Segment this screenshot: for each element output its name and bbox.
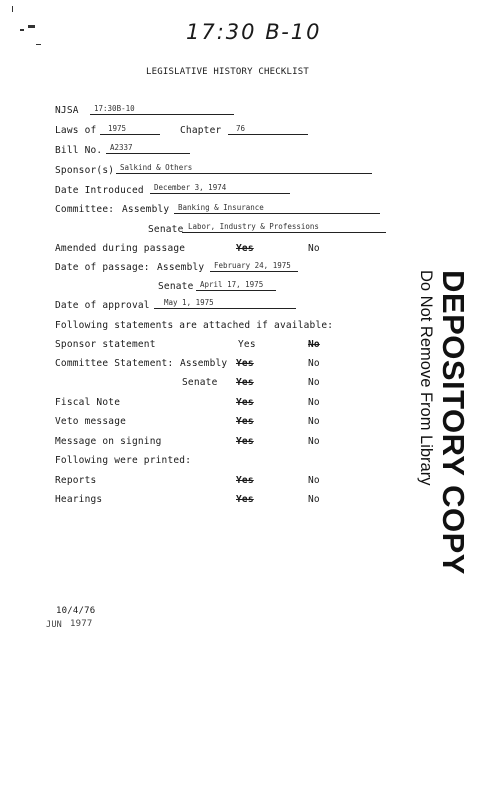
scan-mark (36, 44, 41, 45)
date-of-approval-value: May 1, 1975 (154, 298, 296, 309)
footer-stamp-month: JUN (46, 620, 62, 630)
fiscal-note-label: Fiscal Note (55, 397, 121, 408)
bill-no-value: A2337 (106, 143, 190, 154)
committee-statement-assembly-no: No (308, 358, 320, 369)
attached-statements-header: Following statements are attached if available: (55, 320, 334, 331)
amended-yes: Yes (236, 243, 254, 254)
scan-mark (12, 6, 13, 12)
veto-message-no: No (308, 416, 320, 427)
amended-label: Amended during passage (55, 243, 186, 254)
reports-no: No (308, 475, 320, 486)
veto-message-yes: Yes (236, 416, 254, 427)
chapter-label: Chapter (180, 125, 222, 136)
depository-copy-stamp (416, 270, 470, 575)
sponsors-value: Salkind & Others (116, 163, 372, 174)
committee-statement-assembly-label: Assembly (180, 358, 228, 369)
footer-date: 10/4/76 (56, 606, 96, 616)
committee-statement-senate-label: Senate (182, 377, 218, 388)
amended-no: No (308, 243, 320, 254)
sponsor-statement-no: No (308, 339, 320, 350)
reports-yes: Yes (236, 475, 254, 486)
stamp-line-1: DEPOSITORY COPY (436, 270, 471, 575)
message-on-signing-no: No (308, 436, 320, 447)
hearings-label: Hearings (55, 494, 103, 505)
passage-assembly-value: February 24, 1975 (210, 261, 298, 272)
committee-statement-label: Committee Statement: (55, 358, 174, 369)
stamp-line-2: Do Not Remove From Library (417, 270, 435, 486)
committee-assembly-label: Assembly (122, 204, 170, 215)
scan-mark (20, 29, 24, 31)
date-of-passage-label: Date of passage: (55, 262, 150, 273)
njsa-label: NJSA (55, 105, 79, 116)
footer-stamp-year: 1977 (70, 619, 93, 629)
laws-of-value: 1975 (100, 124, 160, 135)
date-introduced-label: Date Introduced (55, 185, 144, 196)
chapter-value: 76 (228, 124, 308, 135)
hearings-yes: Yes (236, 494, 254, 505)
sponsor-statement-label: Sponsor statement (55, 339, 156, 350)
committee-senate-label: Senate (148, 224, 184, 235)
printed-header: Following were printed: (55, 455, 192, 466)
bill-no-label: Bill No. (55, 145, 103, 156)
scan-mark (28, 25, 35, 28)
committee-senate-value: Labor, Industry & Professions (182, 222, 386, 233)
sponsors-label: Sponsor(s) (55, 165, 115, 176)
passage-senate-label: Senate (158, 281, 194, 292)
veto-message-label: Veto message (55, 416, 127, 427)
fiscal-note-yes: Yes (236, 397, 254, 408)
page-title: LEGISLATIVE HISTORY CHECKLIST (146, 67, 309, 77)
message-on-signing-yes: Yes (236, 436, 254, 447)
date-of-approval-label: Date of approval (55, 300, 150, 311)
fiscal-note-no: No (308, 397, 320, 408)
njsa-value: 17:30B-10 (90, 104, 234, 115)
committee-assembly-value: Banking & Insurance (174, 203, 380, 214)
committee-statement-assembly-yes: Yes (236, 358, 254, 369)
reports-label: Reports (55, 475, 97, 486)
committee-label: Committee: (55, 204, 115, 215)
laws-of-label: Laws of (55, 125, 97, 136)
passage-senate-value: April 17, 1975 (196, 280, 276, 291)
hearings-no: No (308, 494, 320, 505)
sponsor-statement-yes: Yes (238, 339, 256, 350)
message-on-signing-label: Message on signing (55, 436, 162, 447)
committee-statement-senate-no: No (308, 377, 320, 388)
committee-statement-senate-yes: Yes (236, 377, 254, 388)
date-introduced-value: December 3, 1974 (150, 183, 290, 194)
passage-assembly-label: Assembly (157, 262, 205, 273)
handwritten-statute-number: 17:30 B-10 (186, 20, 322, 44)
